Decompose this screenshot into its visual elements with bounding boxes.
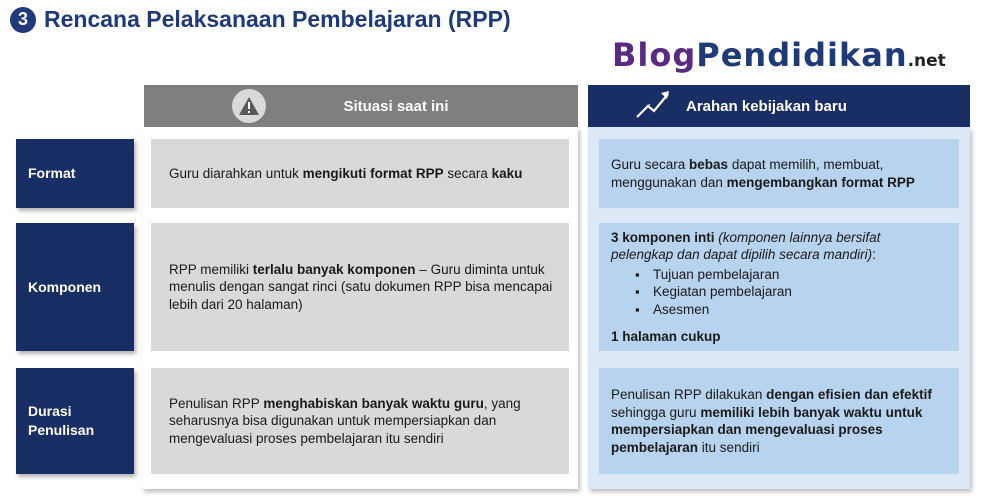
text-bold: dengan efisien dan efektif [766,387,932,402]
text: – Guru diminta untuk menulis dengan sangat rinci (satu dokumen RPP bisa mencapai lebih dari 20 halaman) [169,261,553,312]
column-label-policy: Arahan kebijakan baru [686,97,847,115]
text-bold: mengikuti format RPP [302,165,444,181]
list-item: ▪ Tujuan pembelajaran [635,266,945,284]
text-bold: memiliki lebih banyak waktu untuk mempersiapkan dan mengevaluasi proses pembelajaran [611,404,923,455]
logo-suffix: .net [907,51,946,71]
page-title: Rencana Pelaksanaan Pembelajaran (RPP) [44,6,511,32]
text-bold: 3 komponen inti [611,229,715,245]
text-bold: menghabiskan banyak waktu guru [263,395,484,411]
warning-icon [232,89,266,123]
text: dapat memilih, membuat, menggunakan dan [611,157,884,190]
text: secara [443,165,492,181]
row-label-format: Format [16,139,134,208]
list-item: ▪ Asesmen [635,301,945,319]
text-bold: terlalu banyak komponen [252,261,416,277]
trend-arrow-icon [634,88,672,124]
logo-part-blog: Blog [612,36,697,74]
column-label-current: Situasi saat ini [343,97,449,115]
list-item: ▪ Kegiatan pembelajaran [635,283,945,301]
text-bold: 1 halaman cukup [611,329,721,344]
logo-part-pendidikan: Pendidikan [696,36,908,74]
text: itu sendiri [698,439,760,455]
component-list [635,266,945,319]
section-number-badge: 3 [10,7,36,33]
row-label-durasi [16,368,134,474]
text: RPP memiliki [169,261,253,277]
text-italic: (komponen lainnya bersifat pelengkap dan dapat dipilih secara mandiri) [611,229,881,262]
text: Guru diarahkan untuk [169,165,303,181]
row-label-komponen: Komponen [16,223,134,351]
text: , yang seharusnya bisa digunakan untuk mempersiapkan dan mengevaluasi proses pembelajaran itu sendiri [169,395,521,446]
text-bold: mengembangkan format RPP [726,174,915,190]
cell-durasi-current [151,368,569,474]
page-header [10,6,511,33]
cell-komponen-policy [599,223,959,351]
cell-format-current [151,139,569,208]
text: Penulisan RPP [169,395,264,411]
text: sehingga guru [611,404,701,420]
row-label-durasi-line1: Durasi [28,403,72,419]
text: Penulisan RPP dilakukan [611,387,767,402]
site-logo [612,36,946,74]
text-bold: bebas [689,157,729,172]
cell-format-policy [599,139,959,208]
cell-durasi-policy [599,368,959,474]
column-header-policy [588,85,970,127]
row-label-durasi-line2: Penulisan [28,422,95,438]
text: : [872,247,876,262]
text: Guru secara [611,157,690,172]
column-header-current [144,85,578,127]
text-bold: kaku [491,165,523,181]
cell-komponen-current [151,223,569,351]
